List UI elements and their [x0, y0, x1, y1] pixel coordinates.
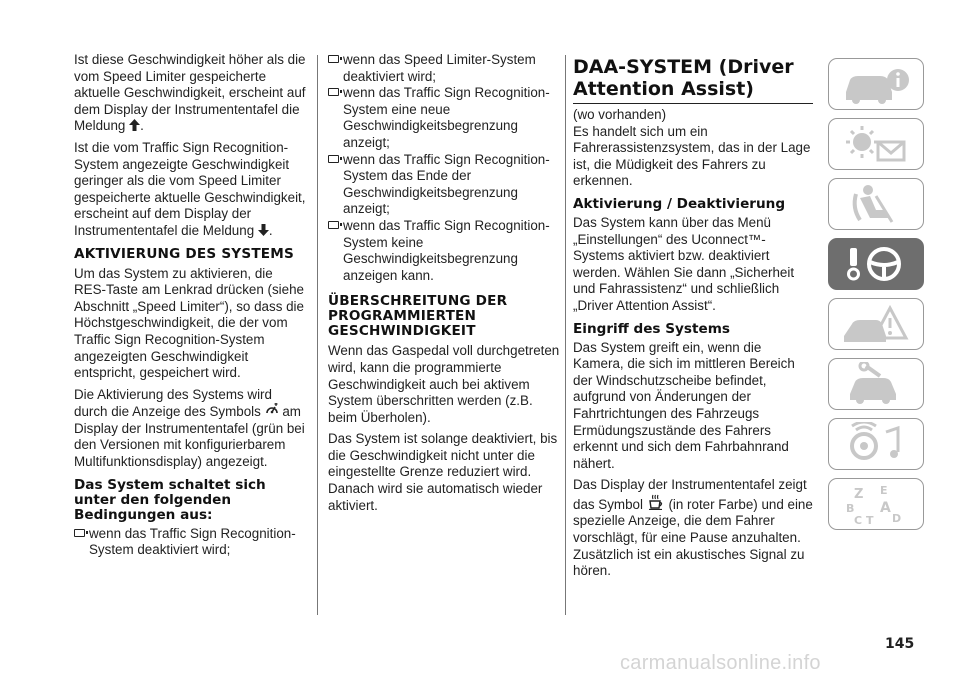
paragraph: Es handelt sich um ein Fahrerassistenzsystem, das in der Lage ist, die Müdigkeit des Fahrers zu erkennen.	[573, 123, 811, 189]
paragraph: Um das System zu aktivieren, die RES-Taste am Lenkrad drücken (siehe Abschnitt „Speed Limiter“), so dass die Höchstgeschwindigkeit, die der vom Traffic Sign Recognition-System angezeigten Geschwindigkeit entspricht, gespeichert wird.	[74, 265, 304, 381]
heading-exceeding: ÜBERSCHREITUNG DER PROGRAMMIERTEN GESCHWINDIGKEIT	[328, 293, 508, 340]
multimedia-icon	[836, 422, 916, 466]
tab-emergency[interactable]	[828, 298, 924, 350]
paragraph-text: Das Display der Instrumententafel zeigt das Symbol	[573, 477, 807, 512]
bullet-icon	[328, 155, 339, 163]
index-letter: C	[854, 514, 863, 526]
emergency-icon	[836, 302, 916, 346]
index-letter: E	[880, 484, 888, 497]
index-letter: B	[846, 502, 855, 515]
paragraph-text: Die Aktivierung des Systems wird durch die Anzeige des Symbols	[74, 386, 272, 420]
bullet-icon	[328, 221, 339, 229]
index-icon	[836, 482, 916, 526]
watermark: carmanualsonline.info	[620, 652, 821, 674]
column-2	[328, 52, 560, 519]
heading-activation-deactivation: Aktivierung / Deaktivierung	[573, 195, 786, 212]
list-item: wenn das Traffic Sign Recognition-System das Ende der Geschwindigkeitsbegrenzung anzeigt;	[328, 152, 560, 218]
list-item: wenn das Traffic Sign Recognition-System deaktiviert wird;	[74, 526, 306, 559]
key-steering-icon	[836, 242, 916, 286]
heading-deactivation: Das System schaltet sich unter den folgenden Bedingungen aus:	[74, 476, 266, 523]
maintenance-icon	[836, 362, 916, 406]
tab-seat-airbag[interactable]	[828, 178, 924, 230]
paragraph-text: (in roter Farbe) und eine spezielle Anzeige, die dem Fahrer vorschlägt, für eine Pause anzuhalten. Zusätzlich ist ein akustisches Signal zu hören.	[573, 496, 813, 579]
warning-lights-icon	[836, 122, 916, 166]
index-letter: A	[880, 500, 891, 516]
car-info-icon	[836, 62, 916, 106]
paragraph	[74, 387, 306, 471]
paragraph: Wenn das Gaspedal voll durchgetreten wird, kann die programmierte Geschwindigkeit auch bei aktivem System überschritten werden (z.B. beim Überholen).	[328, 343, 560, 425]
paragraph: Das System kann über das Menü „Einstellungen“ des Uconnect™-Systems aktiviert bzw. deaktiviert werden. Wählen Sie dann „Sicherheit und Fahrassistenz“ und schließlich „Driver Attention Assist“.	[573, 214, 795, 313]
bullet-icon	[328, 55, 339, 63]
index-letter: Z	[854, 487, 864, 502]
column-3	[573, 56, 813, 585]
heading-intervention: Eingriff des Systems	[573, 320, 730, 337]
page-number: 145	[885, 636, 915, 652]
arrow-down-icon	[258, 224, 269, 236]
coffee-cup-icon	[647, 494, 665, 510]
column-divider	[317, 55, 318, 615]
index-letter: D	[892, 512, 902, 525]
index-letter: T	[866, 514, 874, 526]
chapter-tabs	[828, 58, 926, 538]
paragraph-text: Ist diese Geschwindigkeit höher als die vom Speed Limiter gespeicherte aktuelle Geschwindigkeit, erscheint auf dem Display der Instrumententafel die Meldung	[74, 52, 306, 134]
column-divider	[565, 55, 566, 615]
paragraph: Das System ist solange deaktiviert, bis die Geschwindigkeit nicht unter die eingestellte Grenze reduziert wird. Danach wird sie automatisch wieder aktiviert.	[328, 431, 558, 513]
speed-limiter-icon	[265, 403, 279, 417]
tab-key-steering[interactable]	[828, 238, 924, 290]
paragraph: Ist die vom Traffic Sign Recognition-System angezeigte Geschwindigkeit geringer als die vom Speed Limiter gespeicherte aktuelle Geschwindigkeit, erscheint auf dem Display der Instrumententafel die Meldung .	[74, 139, 306, 238]
paragraph-text: am Display der Instrumententafel (grün bei den Versionen mit konfigurierbarem Multifunktionsdisplay) angezeigt.	[74, 404, 305, 470]
paragraph: Das System greift ein, wenn die Kamera, die sich im mittleren Bereich der Windschutzscheibe befindet, aufgrund von Änderungen der Fahrtrichtungen des Fahrzeugs Ermüdungszustände des Fahrers erkennt und sich dem Fahrbahnrand nähert.	[573, 339, 795, 471]
bullet-icon	[328, 88, 339, 96]
paragraph: (wo vorhanden)	[573, 107, 667, 122]
paragraph: Ist diese Geschwindigkeit höher als die vom Speed Limiter gespeicherte aktuelle Geschwindigkeit, erscheint auf dem Display der Instrumententafel die Meldung .	[74, 52, 306, 134]
column-1	[74, 52, 306, 559]
tab-warning-lights[interactable]	[828, 118, 924, 170]
paragraph-text: Ist die vom Traffic Sign Recognition-System angezeigte Geschwindigkeit geringer als die vom Speed Limiter gespeicherte aktuelle Geschwindigkeit, erscheint auf dem Display der Instrumententafel die Meldung	[74, 139, 306, 238]
seat-airbag-icon	[836, 182, 916, 226]
tab-car-info[interactable]	[828, 58, 924, 110]
tab-maintenance[interactable]	[828, 358, 924, 410]
list-item: wenn das Traffic Sign Recognition-System keine Geschwindigkeitsbegrenzung anzeigen kann.	[328, 218, 560, 284]
list-item: wenn das Traffic Sign Recognition-System eine neue Geschwindigkeitsbegrenzung anzeigt;	[328, 85, 560, 151]
heading-activation: AKTIVIERUNG DES SYSTEMS	[74, 245, 295, 262]
tab-index[interactable]	[828, 478, 924, 530]
arrow-up-icon	[129, 119, 140, 131]
section-title: DAA-SYSTEM (Driver Attention Assist)	[573, 56, 813, 104]
paragraph	[573, 477, 813, 580]
bullet-icon	[74, 529, 85, 537]
tab-multimedia[interactable]	[828, 418, 924, 470]
list-item: wenn das Speed Limiter-System deaktiviert wird;	[328, 52, 560, 85]
